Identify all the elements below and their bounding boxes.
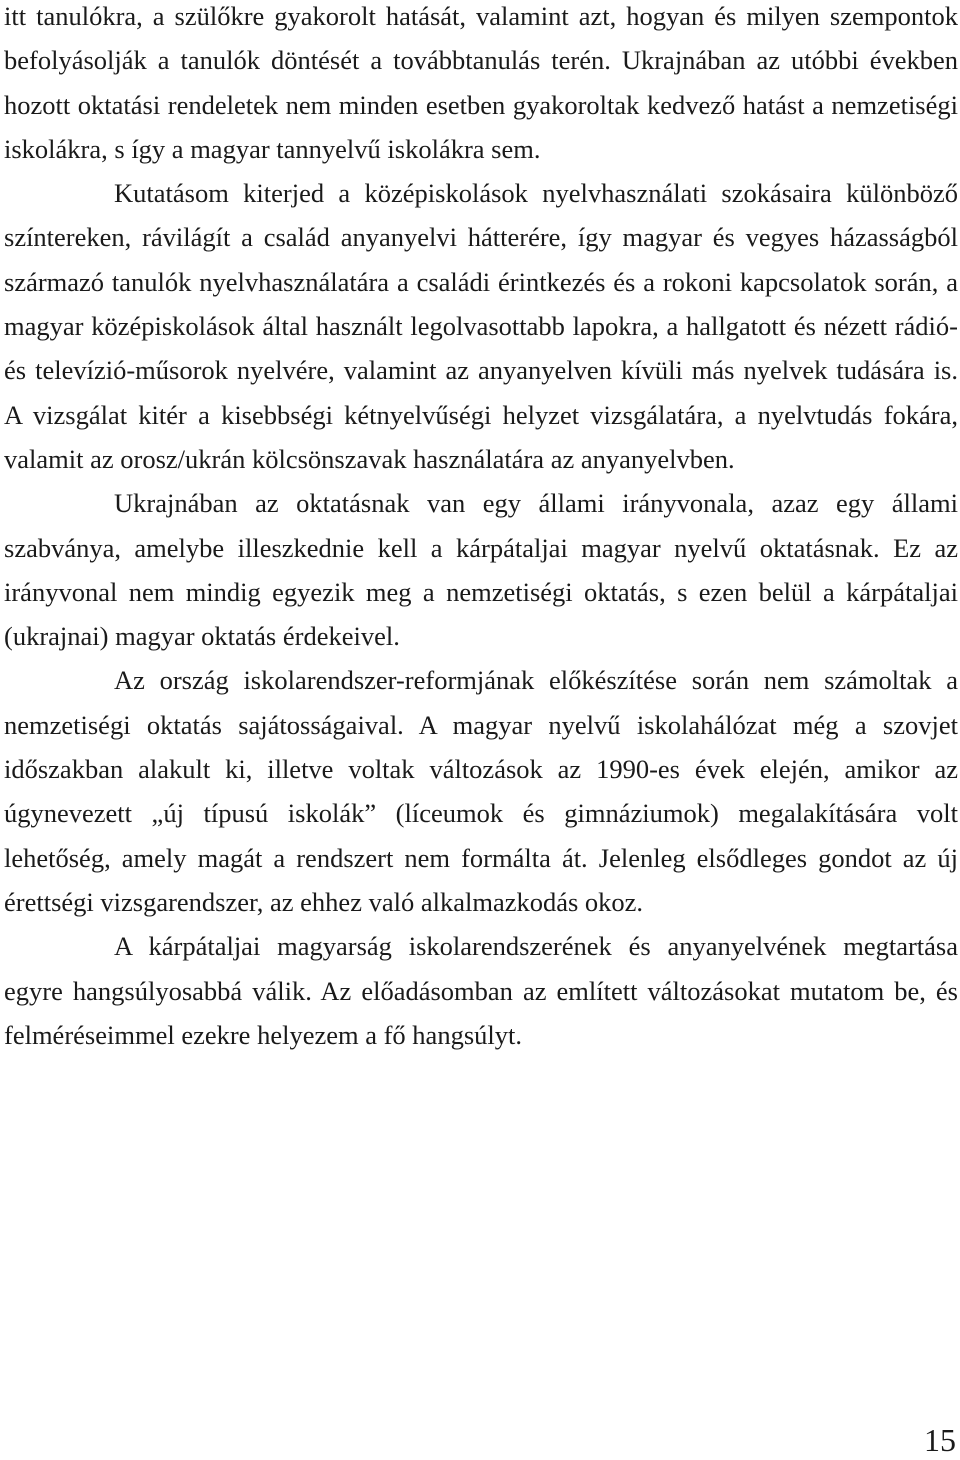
paragraph-research-scope: Kutatásom kiterjed a középiskolások nyelvhasználati szokásaira különböző színtereken, rávilágít a család anyanyelvi hátterére, így magyar és vegyes házasságból származó tanulók nyelvhasználatára a családi érintkezés és a rokoni kapcsolatok során, a magyar középiskolások által használt legolvasottabb lapokra, a hallgatott és nézett rádió- és televízió-műsorok nyelvére, valamint az anyanyelven kívüli más nyelvek tudására is. A vizsgálat kitér a kisebbségi kétnyelvűségi helyzet vizsgálatára, a nyelvtudás fokára, valamit az orosz/ukrán kölcsönszavak használatára az anyanyelvben. <box>4 178 958 474</box>
page-number: 15 <box>924 1422 956 1458</box>
paragraph-continued: itt tanulókra, a szülőkre gyakorolt hatását, valamint azt, hogyan és milyen szempontok befolyásolják a tanulók döntését a továbbtanulás terén. Ukrajnában az utóbbi években hozott oktatási rendeletek nem minden esetben gyakoroltak kedvező hatást a nemzetiségi iskolákra, s így a magyar tannyelvű iskolákra sem. <box>4 1 958 164</box>
paragraph-school-reform: Az ország iskolarendszer-reformjának előkészítése során nem számoltak a nemzetiségi oktatás sajátosságaival. A magyar nyelvű iskolahálózat még a szovjet időszakban alakult ki, illetve voltak változások az 1990-es évek elején, amikor az úgynevezett „új típusú iskolák” (líceumok és gimnáziumok) megalakítására volt lehetőség, amely magát a rendszert nem formálta át. Jelenleg elsődleges gondot az új érettségi vizsgarendszer, az ehhez való alkalmazkodás okoz. <box>4 665 958 917</box>
paragraph-conclusion: A kárpátaljai magyarság iskolarendszerének és anyanyelvének megtartása egyre hangsúlyosabbá válik. Az előadásomban az említett változásokat mutatom be, és felméréseimmel ezekre helyezem a fő hangsúlyt. <box>4 931 958 1050</box>
page-body <box>4 0 958 1057</box>
paragraph-state-direction: Ukrajnában az oktatásnak van egy állami irányvonala, azaz egy állami szabványa, amelybe illeszkednie kell a kárpátaljai magyar nyelvű oktatásnak. Ez az irányvonal nem mindig egyezik meg a nemzetiségi oktatás, s ezen belül a kárpátaljai (ukrajnai) magyar oktatás érdekeivel. <box>4 488 958 652</box>
